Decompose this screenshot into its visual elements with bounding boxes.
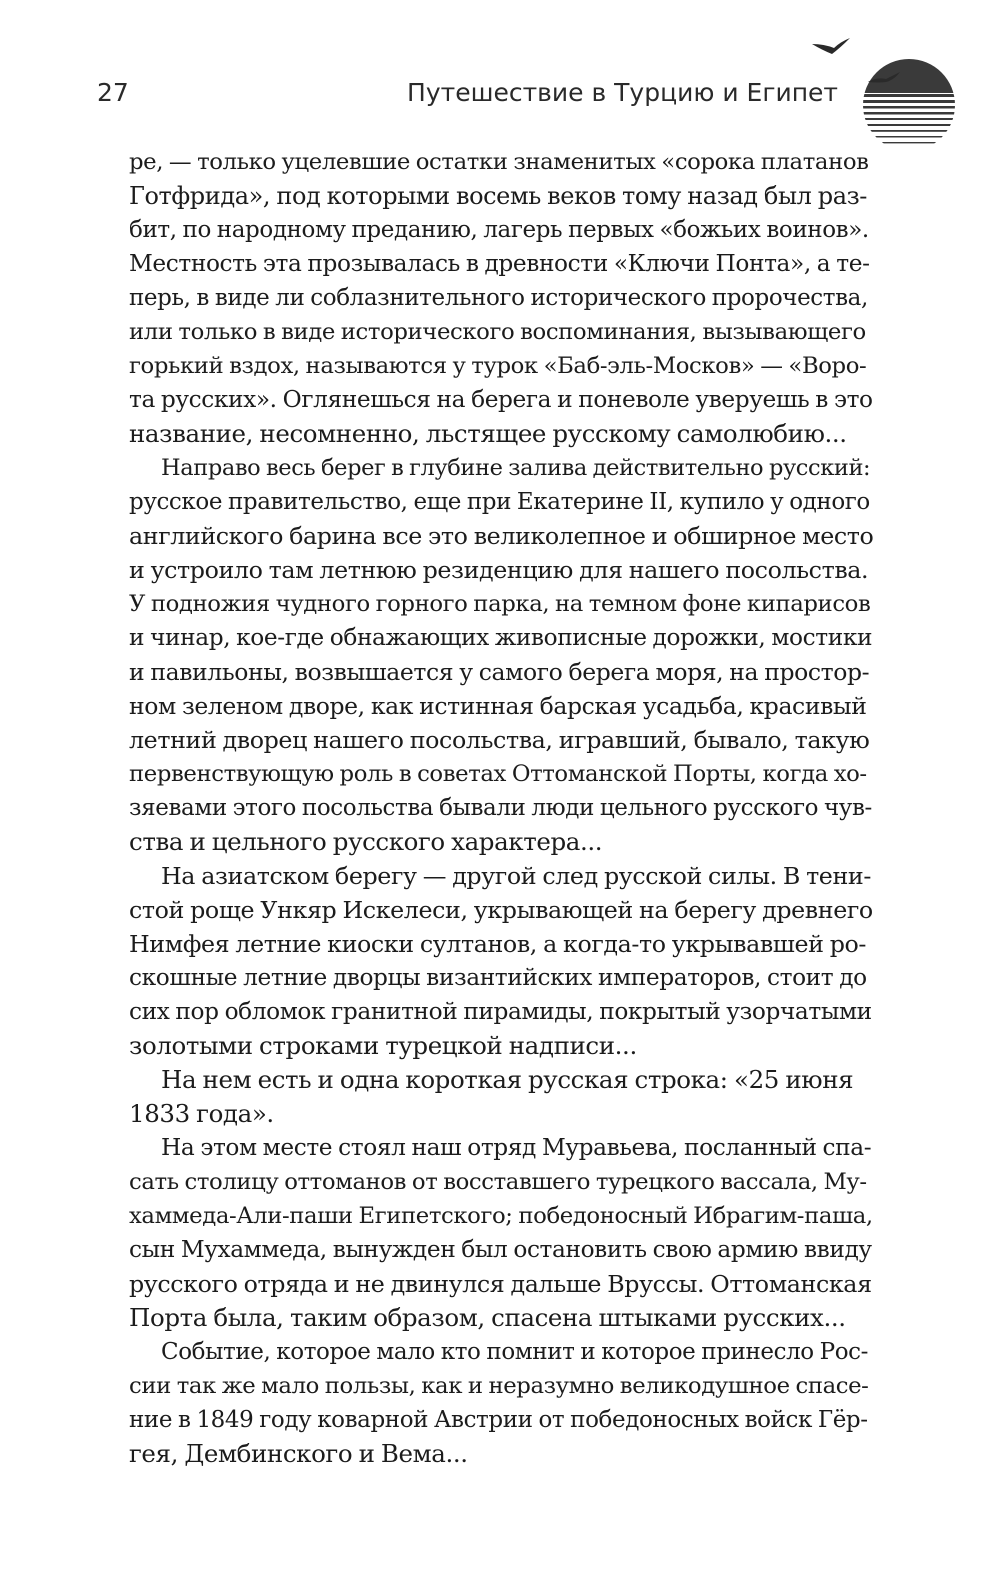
text-line: 1833 года». <box>129 1099 274 1128</box>
text-line: скошные летние дворцы византийских императоров, стоит до <box>129 964 867 991</box>
page-number: 27 <box>97 78 129 107</box>
text-line: стой роще Ункяр Искелеси, укрывающей на берегу древнего <box>129 896 873 924</box>
text-line: Порта была, таким образом, спасена штыками русских... <box>129 1303 846 1332</box>
text-line: или только в виде исторического воспоминания, вызывающего <box>129 319 866 345</box>
text-line: русского отряда и не двинулся дальше Вруссы. Оттоманская <box>129 1270 872 1298</box>
text-line: зяевами этого посольства бывали люди цельного русского чув- <box>129 795 872 821</box>
text-line: горький вздох, называются у турок «Баб-эль-Москов» — «Воро- <box>129 353 867 379</box>
text-line: та русских». Оглянешься на берега и поневоле уверуешь в это <box>129 386 873 413</box>
text-line: ре, — только уцелевшие остатки знаменитых «сорока платанов <box>129 149 869 175</box>
text-line: хаммеда-Али-паши Египетского; победоносный Ибрагим-паша, <box>129 1203 873 1229</box>
paragraph <box>97 145 873 451</box>
text-line: золотыми строками турецкой надписи... <box>129 1031 637 1060</box>
text-line: и павильоны, возвышается у самого берега моря, на простор- <box>129 658 870 686</box>
text-line: ном зеленом дворе, как истинная барская усадьба, красивый <box>129 692 867 720</box>
text-line: Событие, которое мало кто помнит и которое принесло Рос- <box>161 1339 869 1365</box>
text-line: первенствующую роль в советах Оттоманской Порты, когда хо- <box>129 761 867 787</box>
text-line: сии так же мало пользы, как и неразумно великодушное спасе- <box>129 1373 869 1399</box>
text-line: ства и цельного русского характера... <box>129 827 603 856</box>
text-line: и устроило там летнюю резиденцию для нашего посольства. <box>129 556 869 584</box>
paragraph <box>97 859 873 1063</box>
text-line: На нем есть и одна короткая русская строка: «25 июня <box>161 1065 854 1094</box>
text-line: сын Мухаммеда, вынужден был остановить свою армию ввиду <box>129 1236 872 1263</box>
text-line: гея, Дембинского и Вема... <box>129 1439 468 1468</box>
running-title: Путешествие в Турцию и Египет <box>407 78 838 107</box>
text-line: Направо весь берег в глубине залива действительно русский: <box>161 455 871 481</box>
text-line: русское правительство, еще при Екатерине II, купило у одного <box>129 489 870 515</box>
paragraph <box>97 1063 854 1131</box>
body-text <box>97 145 874 1471</box>
text-line: летний дворец нашего посольства, игравший, бывало, такую <box>129 726 870 754</box>
text-line: Готфрида», под которыми восемь веков тому назад был раз- <box>129 182 867 210</box>
text-line: бит, по народному преданию, лагерь первых «божьих воинов». <box>129 217 869 243</box>
text-line: У подножия чудного горного парка, на темном фоне кипарисов <box>129 591 871 617</box>
sun-with-seagull-icon <box>812 30 962 155</box>
paragraph <box>97 1335 869 1471</box>
text-line: английского барина все это великолепное и обширное место <box>129 522 874 550</box>
text-line: перь, в виде ли соблазнительного исторического пророчества, <box>129 285 868 311</box>
text-line: и чинар, кое-где обнажающих живописные дорожки, мостики <box>129 624 873 651</box>
text-line: На этом месте стоял наш отряд Муравьева, посланный спа- <box>161 1134 872 1161</box>
text-line: название, несомненно, льстящее русскому самолюбию... <box>129 419 847 448</box>
text-line: ние в 1849 году коварной Австрии от победоносных войск Гёр- <box>129 1407 868 1433</box>
text-line: На азиатском берегу — другой след русской силы. В тени- <box>161 862 871 890</box>
text-line: сать столицу оттоманов от восставшего турецкого вассала, Му- <box>129 1169 867 1195</box>
text-line: Местность эта прозывалась в древности «Ключи Понта», а те- <box>129 250 870 277</box>
paragraph <box>97 1131 873 1335</box>
text-line: Нимфея летние киоски султанов, а когда-то укрывавшей ро- <box>129 930 867 958</box>
text-line: сих пор обломок гранитной пирамиды, покрытый узорчатыми <box>129 998 872 1025</box>
paragraph <box>97 451 874 859</box>
